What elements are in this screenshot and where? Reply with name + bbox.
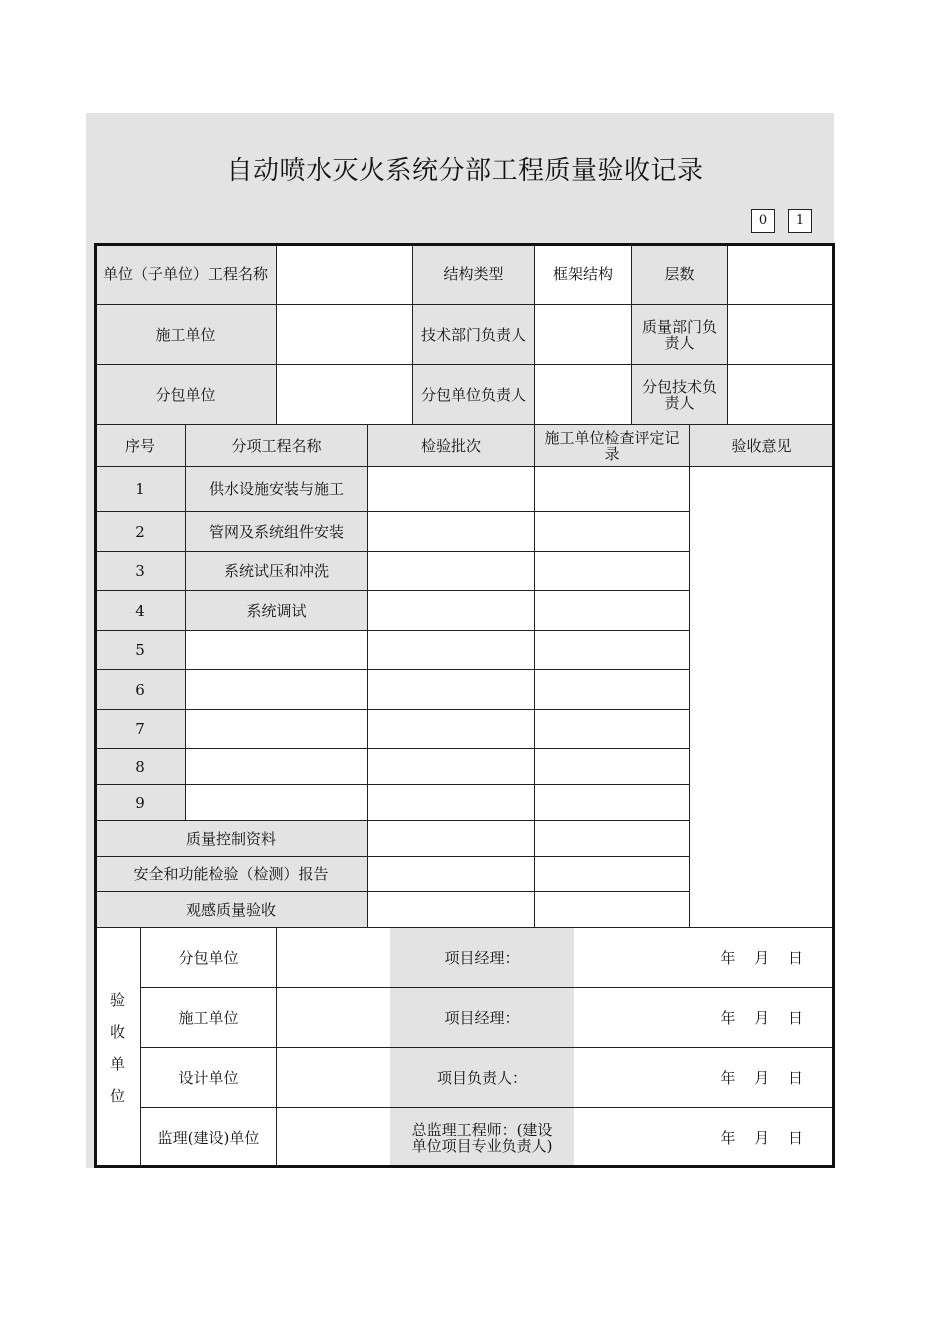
row-number: 5 [95, 631, 186, 670]
code-box-2: 1 [788, 209, 812, 233]
quality-dept-head-label: 质量部门负责人 [632, 305, 728, 365]
appearance-batch-cell[interactable] [368, 892, 535, 928]
acceptance-unit-char: 位 [109, 1086, 125, 1105]
acceptance-unit-name: 施工单位 [141, 988, 277, 1048]
row-item-name[interactable] [186, 749, 368, 785]
row-item-name[interactable] [186, 710, 368, 749]
column-header-opinion: 验收意见 [690, 425, 834, 467]
subcontract-head-value[interactable] [535, 365, 632, 425]
row-record-cell[interactable] [535, 631, 690, 670]
project-name-label: 单位（子单位）工程名称 [95, 244, 277, 305]
row-record-cell[interactable] [535, 785, 690, 821]
row-number: 4 [95, 591, 186, 631]
quality-control-batch-cell[interactable] [368, 821, 535, 857]
row-batch-cell[interactable] [368, 749, 535, 785]
row-record-cell[interactable] [535, 670, 690, 710]
subcontract-unit-label: 分包单位 [95, 365, 277, 425]
acceptance-date[interactable]: 年 月 日 [574, 988, 834, 1048]
quality-control-label: 质量控制资料 [95, 821, 368, 857]
row-batch-cell[interactable] [368, 552, 535, 591]
tech-dept-head-value[interactable] [535, 305, 632, 365]
acceptance-unit-char: 收 [109, 1022, 125, 1041]
acceptance-date[interactable]: 年 月 日 [574, 928, 834, 988]
signature-area[interactable] [277, 1108, 390, 1168]
acceptance-role-label: 项目经理： [390, 928, 574, 988]
subcontract-tech-head-label: 分包技术负责人 [632, 365, 728, 425]
acceptance-unit-char: 验 [109, 990, 125, 1009]
column-header-inspection-record: 施工单位检查评定记录 [535, 425, 690, 467]
tech-dept-head-label: 技术部门负责人 [413, 305, 535, 365]
column-header-batch: 检验批次 [368, 425, 535, 467]
row-number: 9 [95, 785, 186, 821]
row-item-name[interactable] [186, 670, 368, 710]
row-item-name: 管网及系统组件安装 [186, 512, 368, 552]
page-title: 自动喷水灭火系统分部工程质量验收记录 [226, 156, 704, 186]
row-batch-cell[interactable] [368, 467, 535, 512]
row-number: 1 [95, 467, 186, 512]
acceptance-date[interactable]: 年 月 日 [574, 1048, 834, 1108]
subcontract-tech-head-value[interactable] [728, 365, 834, 425]
row-item-name: 系统调试 [186, 591, 368, 631]
row-record-cell[interactable] [535, 552, 690, 591]
subcontract-head-label: 分包单位负责人 [413, 365, 535, 425]
row-item-name[interactable] [186, 785, 368, 821]
floors-label: 层数 [632, 244, 728, 305]
structure-type-value[interactable]: 框架结构 [535, 244, 632, 305]
appearance-record-cell[interactable] [535, 892, 690, 928]
row-record-cell[interactable] [535, 512, 690, 552]
quality-dept-head-value[interactable] [728, 305, 834, 365]
safety-report-batch-cell[interactable] [368, 857, 535, 892]
row-number: 3 [95, 552, 186, 591]
row-number: 6 [95, 670, 186, 710]
row-number: 8 [95, 749, 186, 785]
row-number: 2 [95, 512, 186, 552]
column-header-name: 分项工程名称 [186, 425, 368, 467]
row-item-name[interactable] [186, 631, 368, 670]
row-batch-cell[interactable] [368, 785, 535, 821]
quality-control-record-cell[interactable] [535, 821, 690, 857]
acceptance-date[interactable]: 年 月 日 [574, 1108, 834, 1168]
appearance-label: 观感质量验收 [95, 892, 368, 928]
row-record-cell[interactable] [535, 591, 690, 631]
row-batch-cell[interactable] [368, 670, 535, 710]
row-record-cell[interactable] [535, 710, 690, 749]
project-name-value[interactable] [277, 244, 413, 305]
row-record-cell[interactable] [535, 749, 690, 785]
row-batch-cell[interactable] [368, 591, 535, 631]
signature-area[interactable] [277, 1048, 390, 1108]
acceptance-unit-name: 分包单位 [141, 928, 277, 988]
acceptance-role-label: 项目负责人： [390, 1048, 574, 1108]
row-batch-cell[interactable] [368, 710, 535, 749]
safety-report-record-cell[interactable] [535, 857, 690, 892]
row-batch-cell[interactable] [368, 631, 535, 670]
floors-value[interactable] [728, 244, 834, 305]
acceptance-role-label: 项目经理： [390, 988, 574, 1048]
row-item-name: 供水设施安装与施工 [186, 467, 368, 512]
row-number: 7 [95, 710, 186, 749]
acceptance-unit-name: 设计单位 [141, 1048, 277, 1108]
signature-area[interactable] [277, 928, 390, 988]
row-batch-cell[interactable] [368, 512, 535, 552]
acceptance-unit-char: 单 [109, 1054, 125, 1073]
code-box-1: 0 [751, 209, 775, 233]
row-item-name: 系统试压和冲洗 [186, 552, 368, 591]
acceptance-unit-label [95, 928, 141, 1168]
safety-report-label: 安全和功能检验（检测）报告 [95, 857, 368, 892]
structure-type-label: 结构类型 [413, 244, 535, 305]
column-header-no: 序号 [95, 425, 186, 467]
subcontract-unit-value[interactable] [277, 365, 413, 425]
acceptance-opinion-cell[interactable] [690, 467, 834, 928]
signature-area[interactable] [277, 988, 390, 1048]
acceptance-role-label: 总监理工程师：(建设单位项目专业负责人) [390, 1108, 574, 1168]
construction-unit-label: 施工单位 [95, 305, 277, 365]
acceptance-unit-name: 监理(建设)单位 [141, 1108, 277, 1168]
row-record-cell[interactable] [535, 467, 690, 512]
construction-unit-value[interactable] [277, 305, 413, 365]
